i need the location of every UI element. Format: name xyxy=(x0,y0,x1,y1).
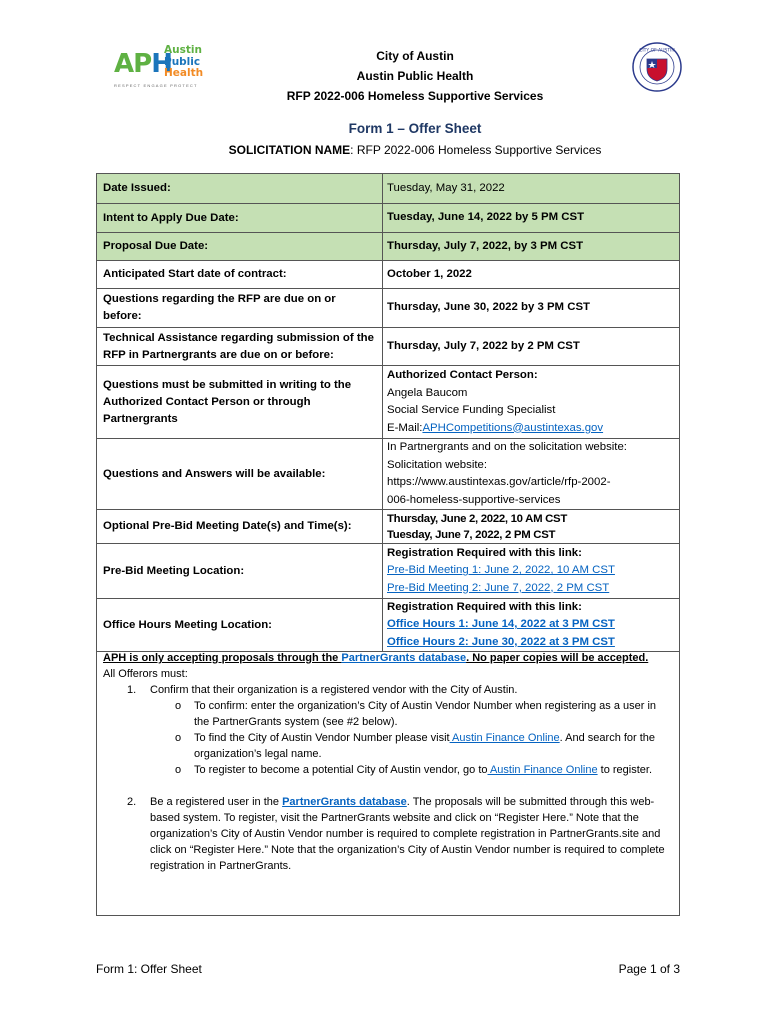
aph-logo-mark: APH xyxy=(114,49,172,79)
solicitation-url[interactable]: 006-homeless-supportive-services xyxy=(387,493,561,506)
instructions-block xyxy=(96,648,680,916)
row-label: Date Issued: xyxy=(97,174,383,203)
aph-logo-tagline: RESPECT ENGAGE PROTECT xyxy=(114,83,198,88)
contact-email: E-Mail:APHCompetitions@austintexas.gov xyxy=(387,421,604,434)
list-item: o To confirm: enter the organization’s City of Austin Vendor Number when registering as a user in the PartnerGrants system (see #2 below). xyxy=(175,700,657,728)
offerors-intro: All Offerors must: xyxy=(103,668,188,680)
row-label: Technical Assistance regarding submission of the RFP in Partnergrants are due on or before: xyxy=(97,328,383,365)
table-row xyxy=(97,204,679,233)
prebid-dates xyxy=(383,510,679,543)
prebid-date: Thursday, June 2, 2022, 10 AM CST xyxy=(387,512,568,525)
row-label: Anticipated Start date of contract: xyxy=(97,261,383,288)
row-value: Thursday, July 7, 2022 by 2 PM CST xyxy=(387,339,580,352)
list-item: 2. Be a registered user in the PartnerGrants database. The proposals will be submitted through this web-based system. To register, visit the PartnerGrants website and click on “Register Here.” Note that the organization’s City of Austin Vendor number is required to complete registration in PartnerGrants.site and click on “Register Here.” Note that the organization’s City of Austin Vendor number is required to complete registration in PartnerGrants. xyxy=(127,796,665,872)
table-row xyxy=(97,233,679,261)
contact-heading: Authorized Contact Person: xyxy=(387,369,538,381)
table-row xyxy=(97,174,679,204)
row-label: Optional Pre-Bid Meeting Date(s) and Time(s): xyxy=(97,510,383,543)
office-hours-link-1[interactable]: Office Hours 1: June 14, 2022 at 3 PM CST xyxy=(387,618,615,631)
table-row xyxy=(97,328,679,366)
solicitation-name: SOLICITATION NAME: RFP 2022-006 Homeless Supportive Services xyxy=(228,143,602,157)
header-department: Austin Public Health xyxy=(356,69,474,83)
list-item: o To register to become a potential City of Austin vendor, go to Austin Finance Online to register. xyxy=(175,764,653,776)
footer-form-name: Form 1: Offer Sheet xyxy=(96,962,202,976)
qa-block xyxy=(383,439,679,509)
header-rfp: RFP 2022-006 Homeless Supportive Services xyxy=(286,89,544,103)
row-value: Thursday, June 30, 2022 by 3 PM CST xyxy=(387,301,590,314)
registration-heading: Registration Required with this link: xyxy=(387,546,582,559)
form-title: Form 1 – Offer Sheet xyxy=(348,121,482,136)
aph-logo-words: Austin Public Health xyxy=(164,44,204,79)
qa-line: In Partnergrants and on the solicitation website: xyxy=(387,441,627,453)
table-row xyxy=(97,439,679,510)
instructions-heading: APH is only accepting proposals through the PartnerGrants database. No paper copies will be accepted. xyxy=(103,652,649,664)
row-label: Questions and Answers will be available: xyxy=(97,439,383,509)
partnergrants-link[interactable]: PartnerGrants database xyxy=(341,652,467,664)
finance-online-link[interactable]: Austin Finance Online xyxy=(487,764,598,776)
row-value: October 1, 2022 xyxy=(387,267,472,280)
prebid-date: Tuesday, June 7, 2022, 2 PM CST xyxy=(387,528,556,541)
solicitation-url[interactable]: https://www.austintexas.gov/article/rfp-2002- xyxy=(387,476,611,488)
office-hours-location xyxy=(383,599,679,651)
row-label: Questions regarding the RFP are due on or before: xyxy=(97,289,383,327)
finance-online-link[interactable]: Austin Finance Online xyxy=(449,732,560,744)
svg-text:CITY OF AUSTIN: CITY OF AUSTIN xyxy=(639,48,675,54)
row-value: Tuesday, June 14, 2022 by 5 PM CST xyxy=(387,211,585,224)
table-row xyxy=(97,366,679,439)
aph-logo xyxy=(114,43,214,93)
qa-line: Solicitation website: xyxy=(387,458,488,471)
table-row xyxy=(97,261,679,289)
footer-page-number: Page 1 of 3 xyxy=(618,962,680,976)
row-value: Thursday, July 7, 2022, by 3 PM CST xyxy=(387,239,584,252)
contact-title: Social Service Funding Specialist xyxy=(387,404,556,416)
prebid-location xyxy=(383,544,679,598)
city-seal-icon xyxy=(632,42,682,92)
email-link[interactable]: APHCompetitions@austintexas.gov xyxy=(422,421,604,434)
table-row xyxy=(97,599,679,651)
row-label: Questions must be submitted in writing to the Authorized Contact Person or through Partnergrants xyxy=(97,366,383,438)
registration-heading: Registration Required with this link: xyxy=(387,600,582,613)
offer-sheet-table xyxy=(96,173,680,652)
table-row xyxy=(97,544,679,599)
contact-name: Angela Baucom xyxy=(387,386,468,399)
header-city: City of Austin xyxy=(376,49,454,63)
row-label: Pre-Bid Meeting Location: xyxy=(97,544,383,598)
office-hours-link-2[interactable]: Office Hours 2: June 30, 2022 at 3 PM CST xyxy=(387,635,615,648)
row-label: Office Hours Meeting Location: xyxy=(97,599,383,651)
list-item: o To find the City of Austin Vendor Number please visit Austin Finance Online. And search for the organization’s legal name. xyxy=(175,732,656,760)
list-item: 1. Confirm that their organization is a registered vendor with the City of Austin. xyxy=(127,684,518,696)
partnergrants-link[interactable]: PartnerGrants database xyxy=(282,796,407,808)
contact-block xyxy=(383,366,679,438)
row-label: Proposal Due Date: xyxy=(97,233,383,260)
table-row xyxy=(97,510,679,544)
prebid-link-1[interactable]: Pre-Bid Meeting 1: June 2, 2022, 10 AM CST xyxy=(387,564,615,577)
row-label: Intent to Apply Due Date: xyxy=(97,204,383,232)
prebid-link-2[interactable]: Pre-Bid Meeting 2: June 7, 2022, 2 PM CST xyxy=(387,581,610,594)
table-row xyxy=(97,289,679,328)
row-value: Tuesday, May 31, 2022 xyxy=(387,181,505,194)
